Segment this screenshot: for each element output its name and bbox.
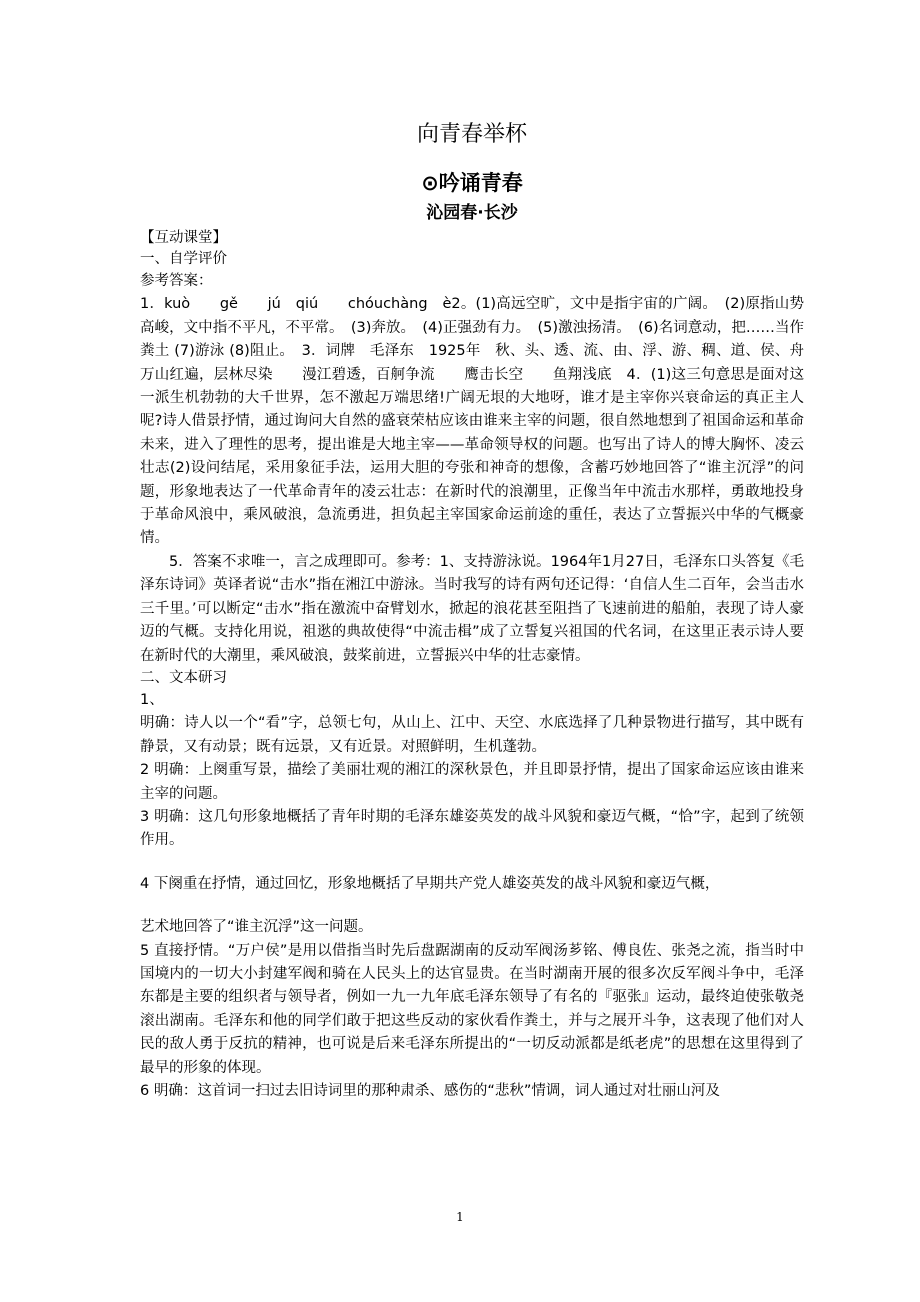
item-1-number: 1、 [140, 691, 164, 708]
spacer [140, 853, 804, 873]
answer-paragraph-1-4: 1．kuò gě jú qiú chóuchàng è2。(1)高远空旷，文中是指宇宙的广阔。 (2)原指山势高峻，文中指不平凡，不平常。 (3)奔放。 (4)正强劲有力。 (5)激浊扬清。 (6)名词意动，把……当作粪土 (7)游泳 (8)阻止。 3．词牌 毛泽东 1925年 秋、头、透、流、由、浮、游、稠、道、侯、舟 万山红遍，层林尽染 漫江碧透，百舸争流 鹰击长空 鱼翔浅底 4．(1)这三句意思是面对这一派生机勃勃的大千世界，怎不激起万端思绪!广阔无垠的大地呀，谁才是主宰你兴衰命运的真正主人呢?诗人借景抒情，通过询问大自然的盛衰荣枯应该由谁来主宰的问题，很自然地想到了祖国命运和革命未来，进入了理性的思考，提出谁是大地主宰——革命领导权的问题。也写出了诗人的博大胸怀、凌云壮志(2)设问结尾，采用象征手法，运用大胆的夸张和神奇的想像，含蓄巧妙地回答了“谁主沉浮”的问题，形象地表达了一代革命青年的凌云壮志：在新时代的浪潮里，正像当年中流击水那样，勇敢地投身于革命风浪中，乘风破浪，急流勇进，担负起主宰国家命运前途的重任，表达了立誓振兴中华的气概豪情。 [140, 296, 833, 547]
page-number: 1 [456, 1210, 464, 1224]
unit-subtitle: ⊙吟诵青春 [421, 171, 523, 195]
document-body [140, 118, 833, 1103]
item-4-text-b: 艺术地回答了“谁主沉浮”这一问题。 [140, 919, 373, 936]
answers-label: 参考答案： [140, 273, 213, 289]
item-1-text: 明确：诗人以一个“看”字，总领七句，从山上、江中、天空、水底选择了几种景物进行描写，其中既有静景，又有动景；既有远景，又有近景。对照鲜明，生机蓬勃。 [140, 715, 804, 755]
answer-paragraph-5: 5．答案不求唯一，言之成理即可。参考：1、支持游泳说。1964年1月27日，毛泽东口头答复《毛泽东诗词》英译者说“击水”指在湘江中游泳。当时我写的诗有两句还记得：‘自信人生二百年，会当击水三千里。’可以断定“击水”指在激流中奋臂划水，掀起的浪花甚至阻挡了飞速前进的船舶，表现了诗人豪迈的气概。支持化用说，祖逖的典故使得“中流击楫”成了立誓复兴祖国的代名词，在这里正表示诗人要在新时代的大潮里，乘风破浪，鼓桨前进，立誓振兴中华的壮志豪情。 [140, 553, 804, 664]
item-4-text-a: 4 下阕重在抒情，通过回忆，形象地概括了早期共产党人雄姿英发的战斗风貌和豪迈气概， [140, 875, 720, 892]
section-self-study-heading: 一、自学评价 [140, 251, 227, 267]
spacer [140, 896, 804, 916]
item-5-text: 5 直接抒情。“万户侯”是用以借指当时先后盘踞湖南的反动军阀汤芗铭、傅良佐、张尧之流，指当时中国境内的一切大小封建军阀和骑在人民头上的达官显贵。在当时湖南开展的很多次反军阀斗争中，毛泽东都是主要的组织者与领导者，例如一九一九年底毛泽东领导了有名的『驱张』运动，最终迫使张敬尧滚出湖南。毛泽东和他的同学们敢于把这些反动的家伙看作粪土，并与之展开斗争，这表现了他们对人民的敌人勇于反抗的精神，也可说是后来毛泽东所提出的“一切反动派都是纸老虎”的思想在这里得到了最早的形象的体现。 [140, 942, 804, 1076]
poem-title: 沁园春·长沙 [426, 203, 518, 223]
document-title: 向青春举杯 [416, 122, 527, 147]
section-text-study-heading: 二、文本研习 [140, 669, 227, 686]
item-3-text: 3 明确：这几句形象地概括了青年时期的毛泽东雄姿英发的战斗风貌和豪迈气概，“恰”字，起到了统领作用。 [140, 808, 804, 849]
section-interactive-heading: 【互动课堂】 [140, 230, 227, 246]
item-6-text: 6 明确：这首词一扫过去旧诗词里的那种肃杀、感伤的“悲秋”情调，词人通过对壮丽山河及 [140, 1083, 720, 1099]
item-2-text: 2 明确：上阕重写景，描绘了美丽壮观的湘江的深秋景色，并且即景抒情，提出了国家命运应该由谁来主宰的问题。 [140, 762, 804, 802]
